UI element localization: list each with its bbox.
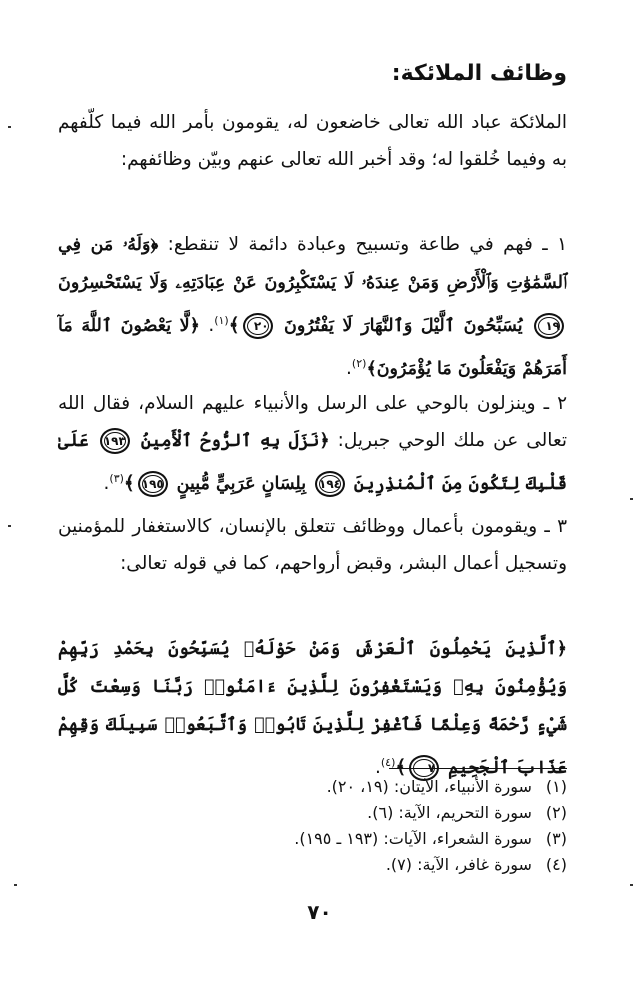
- verse-number-marker: ١٩٥: [138, 471, 168, 497]
- item-1-paragraph: ١ ـ فهم في طاعة وتسبيح وعبادة دائمة لا تنقطع: ﴿وَلَهُۥ مَن فِي ٱلسَّمَٰوَٰتِ وَٱلْأَرْضِ وَمَنْ عِندَهُۥ لَا يَسْتَكْبِرُونَ عَنْ عِبَادَتِهِۦ وَلَا يَسْتَحْسِرُونَ ١٩ يُسَبِّحُونَ ٱلَّيْلَ وَٱلنَّهَارَ لَا يَفْتُرُونَ ٢٠﴾$^{(١)}$. ﴿لَّا يَعْصُونَ ٱللَّهَ مَآ أَمَرَهُمْ وَيَفْعَلُونَ مَا يُؤْمَرُونَ﴾$^{(٢)}$.: [58, 234, 568, 380]
- footnote-text: سورة غافر، الآية: (٧).: [385, 855, 532, 874]
- footnote-number: (٣): [545, 829, 567, 848]
- quran-verse-shuara-a: ﴿نَزَلَ بِهِ ٱلرُّوحُ ٱلْأَمِينُ: [140, 431, 330, 451]
- section-heading: وظائف الملائكة:: [391, 61, 567, 86]
- scan-mark: [8, 525, 11, 527]
- intro-text: الملائكة عباد الله تعالى خاضعون له، يقومون بأمر الله فيما كلّفهم به وفيما خُلقوا له؛ وقد أخبر الله تعالى عنهم وبيّن وظائفهم:: [58, 112, 567, 170]
- footnote-ref: (١): [214, 314, 229, 327]
- quran-verse-tahrim: ﴿لَّا يَعْصُونَ ٱللَّهَ مَآ أَمَرَهُمْ وَيَفْعَلُونَ مَا يُؤْمَرُونَ﴾: [58, 316, 567, 380]
- page-number: ٧٠: [307, 900, 332, 924]
- footnote-ref: (٤): [380, 756, 396, 769]
- item-3-text: ٣ ـ ويقومون بأعمال ووظائف تتعلق بالإنسان، كالاستغفار للمؤمنين وتسجيل أعمال البشر، وقبض أرواحهم، كما في قوله تعالى:: [58, 516, 567, 574]
- intro-paragraph: [58, 104, 567, 178]
- verse-number-marker: ١٩٣: [100, 428, 130, 454]
- footnote-text: سورة الشعراء، الآيات: (١٩٣ ـ ١٩٥).: [294, 829, 532, 848]
- footnote-text: سورة التحريم، الآية: (٦).: [367, 803, 532, 822]
- verse-number-marker: ٢٠: [243, 313, 273, 339]
- verse-number-marker: ٧: [409, 755, 439, 781]
- footnote-item: [60, 852, 567, 878]
- item-2-paragraph: ٢ ـ وينزلون بالوحي على الرسل والأنبياء عليهم السلام، فقال الله تعالى عن ملك الوحي جبريل: ﴿نَزَلَ بِهِ ٱلرُّوحُ ٱلْأَمِينُ ١٩٣ عَلَىٰ قَلْبِكَ لِتَكُونَ مِنَ ٱلْمُنذِرِينَ ١٩٤ بِلِسَانٍ عَرَبِيٍّ مُّبِينٍ ١٩٥﴾$^{(٣)}$.: [58, 385, 567, 503]
- footnote-text: سورة الأنبياء، الآيتان: (١٩، ٢٠).: [326, 777, 532, 796]
- footnote-item: [60, 774, 567, 800]
- scan-mark: [8, 126, 11, 128]
- verse-number-marker: ١٩: [534, 313, 564, 339]
- verse-number-marker: ١٩٤: [315, 471, 345, 497]
- quran-verse-anbiya-b: يُسَبِّحُونَ ٱلَّيْلَ وَٱلنَّهَارَ لَا يَفْتُرُونَ: [283, 316, 523, 337]
- footnote-divider: [389, 768, 567, 769]
- quran-verse-anbiya-a: ﴿وَلَهُۥ مَن فِي ٱلسَّمَٰوَٰتِ وَٱلْأَرْضِ وَمَنْ عِندَهُۥ لَا يَسْتَكْبِرُونَ عَنْ عِبَادَتِهِۦ وَلَا يَسْتَحْسِرُونَ: [58, 235, 567, 293]
- footnote-number: (١): [545, 777, 567, 796]
- footnote-item: [60, 800, 567, 826]
- item-1-text: ١ ـ فهم في طاعة وتسبيح وعبادة دائمة لا تنقطع:: [167, 234, 568, 255]
- footnote-number: (٤): [545, 855, 567, 874]
- quran-verse-shuara-c: بِلِسَانٍ عَرَبِيٍّ مُّبِينٍ: [176, 474, 307, 495]
- item-2-text: ٢ ـ وينزلون بالوحي على الرسل والأنبياء عليهم السلام، فقال الله تعالى عن ملك الوحي جبريل:: [58, 393, 568, 451]
- footnotes: [60, 774, 567, 878]
- quran-verse-shuara-b: عَلَىٰ قَلْبِكَ لِتَكُونَ مِنَ ٱلْمُنذِرِينَ: [58, 431, 567, 495]
- scan-mark: [630, 498, 633, 500]
- quote-ghafir-paragraph: ﴿ٱلَّذِينَ يَحْمِلُونَ ٱلْعَرْشَ وَمَنْ حَوْلَهُۥ يُسَبِّحُونَ بِحَمْدِ رَبِّهِمْ وَيُؤْمِنُونَ بِهِۦ وَيَسْتَغْفِرُونَ لِلَّذِينَ ءَامَنُوا۟ رَبَّنَا وَسِعْتَ كُلَّ شَيْءٍ رَّحْمَةً وَعِلْمًا فَٱغْفِرْ لِلَّذِينَ تَابُوا۟ وَٱتَّبَعُوا۟ سَبِيلَكَ وَقِهِمْ عَذَابَ ٱلْجَحِيمِ ٧﴾$^{(٤)}$.: [58, 630, 567, 787]
- scan-mark: [630, 884, 633, 886]
- footnote-ref: (٣): [109, 472, 124, 485]
- item-3-paragraph: [58, 508, 567, 582]
- footnote-number: (٢): [545, 803, 567, 822]
- scan-mark: [14, 884, 17, 886]
- footnote-ref: (٢): [351, 357, 367, 371]
- footnote-item: [60, 826, 567, 852]
- quran-verse-ghafir: ﴿ٱلَّذِينَ يَحْمِلُونَ ٱلْعَرْشَ وَمَنْ حَوْلَهُۥ يُسَبِّحُونَ بِحَمْدِ رَبِّهِمْ وَيُؤْمِنُونَ بِهِۦ وَيَسْتَغْفِرُونَ لِلَّذِينَ ءَامَنُوا۟ رَبَّنَا وَسِعْتَ كُلَّ شَيْءٍ رَّحْمَةً وَعِلْمًا فَٱغْفِرْ لِلَّذِينَ تَابُوا۟ وَٱتَّبَعُوا۟ سَبِيلَكَ وَقِهِمْ عَذَابَ ٱلْجَحِيمِ: [58, 639, 567, 779]
